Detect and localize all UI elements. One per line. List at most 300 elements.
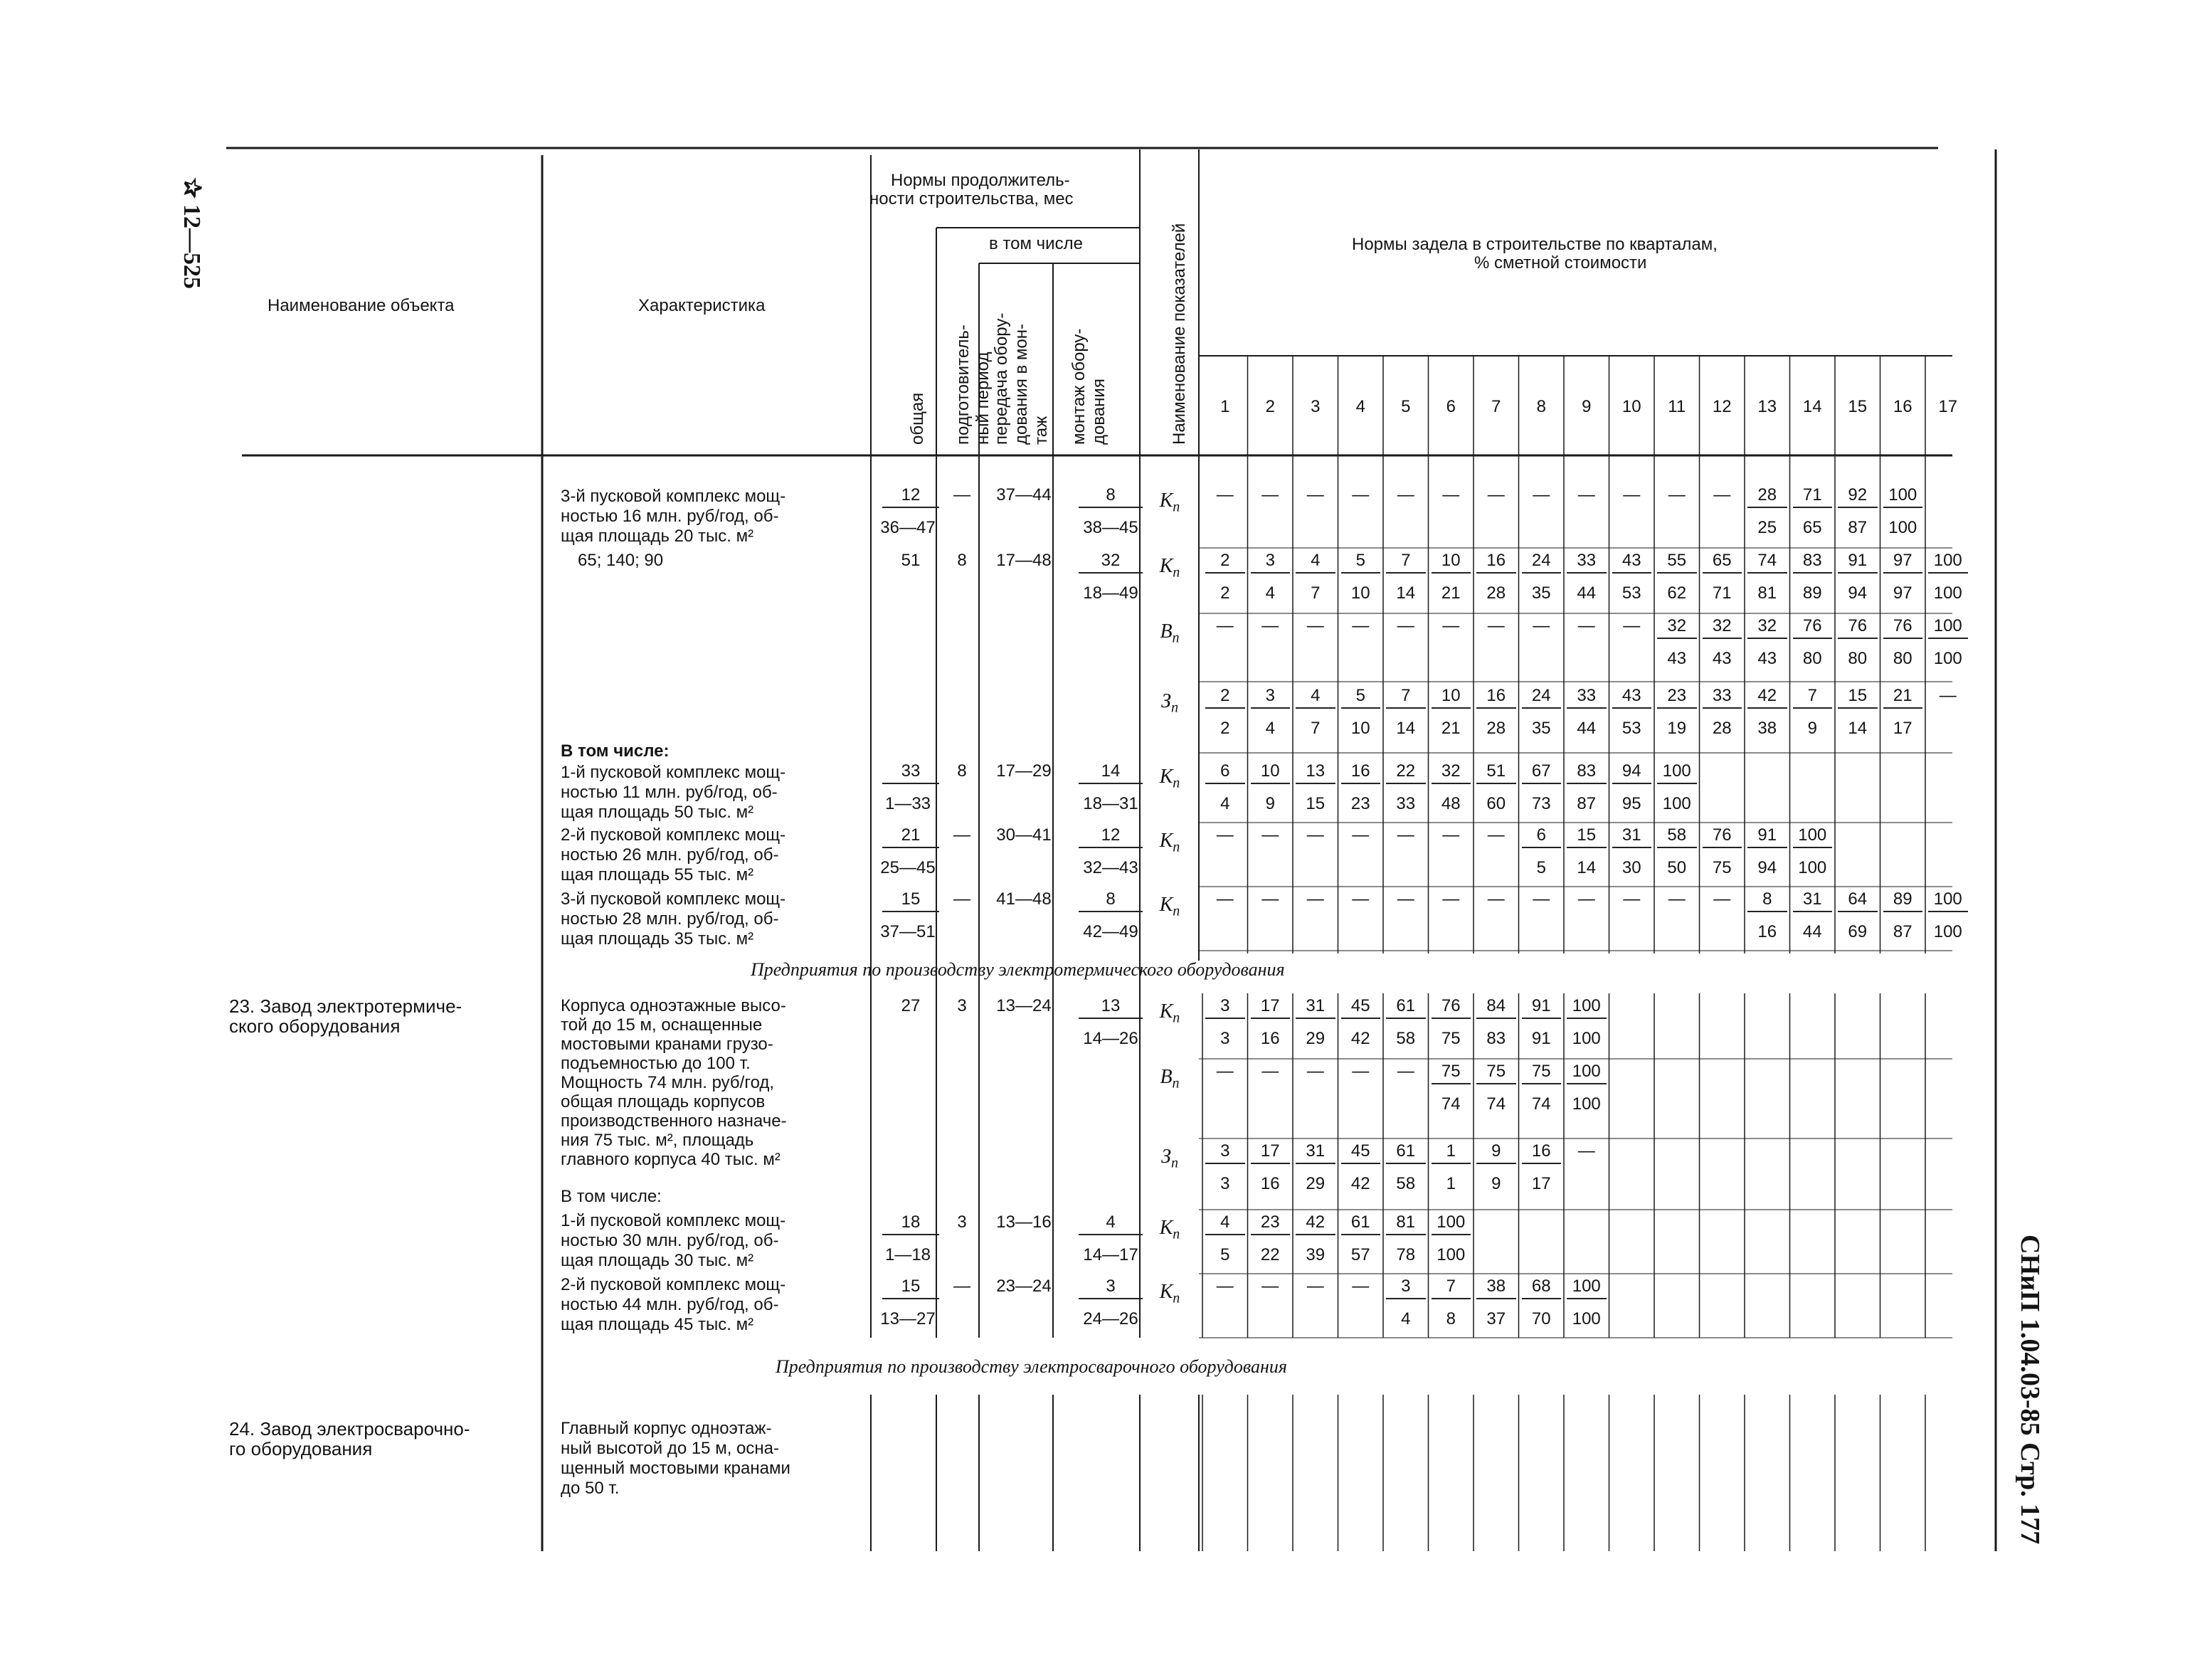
- b1-sub1-transfer: 17—29: [996, 761, 1052, 781]
- cell-r4-a-q6: 10: [1432, 687, 1471, 709]
- cell-r5-b-q9: 87: [1577, 794, 1597, 813]
- cell-r4-a-q9: 33: [1567, 687, 1607, 709]
- cell-r3-b-q11: 43: [1667, 649, 1687, 668]
- b1-c3-install-a: 8: [1079, 487, 1143, 508]
- header-characteristic: Характеристика: [638, 296, 766, 315]
- cell-r4-a-q7: 16: [1476, 687, 1516, 709]
- cell-r1-a-q4: —: [1352, 485, 1370, 504]
- cell-r6-a-q1: —: [1216, 825, 1234, 845]
- cell-t5-a-q8: 68: [1522, 1278, 1562, 1299]
- cell-r4-b-q14: 9: [1807, 719, 1817, 738]
- b2-prep: 3: [957, 996, 967, 1015]
- cell-r4-b-q12: 28: [1712, 719, 1732, 738]
- cell-r5-b-q5: 33: [1396, 794, 1416, 813]
- cell-r3-a-q15: 76: [1838, 618, 1878, 639]
- cell-r2-b-q6: 21: [1441, 583, 1461, 603]
- b1-sub2-text: 2-й пусковой комплекс мощ- ностью 26 млн. руб/год, об- щая площадь 55 тыс. м²: [561, 825, 786, 884]
- b1-overall-install-b: 18—49: [1083, 583, 1138, 603]
- cell-r4-a-q14: 7: [1793, 687, 1833, 709]
- cell-t1-b-q8: 91: [1531, 1029, 1551, 1048]
- b2-sub1-install-b: 14—17: [1083, 1245, 1138, 1264]
- cell-r7-b-q15: 69: [1848, 922, 1868, 941]
- b2-text: Корпуса одноэтажные высо- той до 15 м, оснащенные мостовыми кранами грузо- подъемностью до 100 т. Мощность 74 млн. руб/год, общая площадь корпусов производственного назначе- ния 75 тыс. м², площадь главного корпуса 40 тыс. м²: [561, 996, 787, 1169]
- b1-sub3-prep: —: [953, 889, 970, 909]
- b1-c3-prep: —: [953, 485, 970, 504]
- cell-t1-a-q8: 91: [1522, 998, 1562, 1019]
- cell-t2-a-q5: —: [1397, 1062, 1414, 1081]
- cell-r3-a-q5: —: [1397, 616, 1414, 635]
- cell-r2-a-q13: 74: [1747, 552, 1787, 574]
- cell-r5-a-q6: 32: [1432, 763, 1471, 784]
- indicator-r3: $В_п$: [1160, 620, 1180, 646]
- cell-r1-a-q9: —: [1577, 485, 1595, 504]
- header-indicator-name: Наименование показателей: [1170, 223, 1189, 445]
- cell-r4-a-q8: 24: [1522, 687, 1562, 709]
- cell-r4-b-q11: 19: [1667, 719, 1687, 738]
- b1-sub1-text: 1-й пусковой комплекс мощ- ностью 11 млн. руб/год, об- щая площадь 50 тыс. м²: [561, 763, 786, 822]
- cell-t3-a-q5: 61: [1386, 1143, 1426, 1164]
- cell-r3-b-q12: 43: [1712, 649, 1732, 668]
- indicator-t5: $К_п$: [1159, 1281, 1180, 1306]
- cell-t5-b-q5: 4: [1401, 1309, 1411, 1328]
- cell-t2-a-q9: 100: [1567, 1063, 1607, 1084]
- cell-r3-a-q11: 32: [1657, 618, 1697, 639]
- b2-sub2-prep: —: [953, 1277, 970, 1296]
- b1-sub1-install-a: 14: [1079, 763, 1143, 784]
- b1-including-label: В том числе:: [561, 741, 670, 761]
- cell-t2-b-q8: 74: [1531, 1094, 1551, 1114]
- cell-r7-a-q6: —: [1442, 889, 1460, 909]
- cell-r5-b-q6: 48: [1441, 794, 1461, 813]
- cell-r2-b-q1: 2: [1220, 583, 1230, 603]
- cell-r5-a-q5: 22: [1386, 763, 1426, 784]
- cell-t3-a-q7: 9: [1476, 1143, 1516, 1164]
- cell-r1-a-q6: —: [1442, 485, 1460, 504]
- b2-total: 27: [901, 996, 921, 1015]
- cell-t1-b-q7: 83: [1486, 1029, 1506, 1048]
- cell-t1-b-q5: 58: [1396, 1029, 1416, 1048]
- cell-r5-a-q2: 10: [1251, 763, 1291, 784]
- cell-r5-a-q4: 16: [1341, 763, 1381, 784]
- cell-t1-a-q4: 45: [1341, 998, 1381, 1019]
- cell-r3-a-q14: 76: [1793, 618, 1833, 639]
- cell-t4-b-q5: 78: [1396, 1245, 1416, 1264]
- cell-t1-b-q9: 100: [1572, 1029, 1601, 1048]
- cell-r2-a-q15: 91: [1838, 552, 1878, 574]
- cell-r4-b-q9: 44: [1577, 719, 1597, 738]
- cell-r2-a-q1: 2: [1205, 552, 1245, 574]
- cell-r2-b-q3: 7: [1311, 583, 1321, 603]
- cell-r6-b-q14: 100: [1798, 858, 1827, 877]
- cell-r6-a-q4: —: [1352, 825, 1370, 845]
- cell-t5-b-q8: 70: [1531, 1309, 1551, 1328]
- b2-object: 23. Завод электротермиче- ского оборудования: [229, 995, 462, 1037]
- cell-t1-a-q2: 17: [1251, 998, 1291, 1019]
- cell-r5-a-q7: 51: [1476, 763, 1516, 784]
- cell-t4-b-q2: 22: [1260, 1245, 1280, 1264]
- cell-r2-b-q11: 62: [1667, 583, 1687, 603]
- cell-r3-b-q16: 80: [1893, 649, 1912, 668]
- cell-r7-a-q3: —: [1306, 889, 1324, 909]
- cell-t3-b-q6: 1: [1446, 1174, 1456, 1193]
- quarter-header-16: 16: [1893, 397, 1912, 416]
- cell-t5-a-q1: —: [1216, 1277, 1234, 1296]
- cell-t4-a-q3: 42: [1296, 1214, 1335, 1235]
- cell-r1-a-q5: —: [1397, 485, 1414, 504]
- cell-r7-a-q10: —: [1623, 889, 1641, 909]
- cell-t2-a-q7: 75: [1476, 1063, 1516, 1084]
- header-duration-norms-1: Нормы продолжитель-: [891, 171, 1070, 190]
- cell-r4-a-q3: 4: [1296, 687, 1335, 709]
- cell-t4-b-q4: 57: [1350, 1245, 1370, 1264]
- quarter-header-1: 1: [1220, 397, 1230, 416]
- quarter-header-11: 11: [1668, 397, 1686, 416]
- cell-r3-b-q15: 80: [1848, 649, 1868, 668]
- cell-t1-a-q5: 61: [1386, 998, 1426, 1019]
- b1-sub2-prep: —: [953, 825, 970, 845]
- cell-r7-a-q1: —: [1216, 889, 1234, 909]
- cell-r4-a-q10: 43: [1612, 687, 1652, 709]
- quarter-header-10: 10: [1621, 397, 1641, 416]
- cell-r7-a-q2: —: [1261, 889, 1279, 909]
- cell-r4-b-q7: 28: [1486, 719, 1506, 738]
- cell-r5-b-q7: 60: [1486, 794, 1506, 813]
- b1-sub3-install-a: 8: [1079, 891, 1143, 912]
- cell-r4-a-q11: 23: [1657, 687, 1697, 709]
- quarter-header-14: 14: [1802, 397, 1822, 416]
- quarter-header-3: 3: [1311, 397, 1321, 416]
- b1-sub2-total-b: 25—45: [880, 858, 936, 877]
- cell-r6-b-q10: 30: [1621, 858, 1641, 877]
- cell-t3-a-q1: 3: [1205, 1143, 1245, 1164]
- cell-r1-a-q16: 100: [1883, 487, 1923, 508]
- cell-t2-b-q7: 74: [1486, 1094, 1506, 1114]
- cell-r6-b-q9: 14: [1577, 858, 1597, 877]
- cell-r4-a-q12: 33: [1703, 687, 1742, 709]
- quarter-header-12: 12: [1712, 397, 1732, 416]
- b2-sub1-install-a: 4: [1079, 1214, 1143, 1235]
- b2-including-label: В том числе:: [561, 1187, 662, 1206]
- b2-sub2-total-a: 15: [882, 1278, 939, 1299]
- cell-r1-b-q16: 100: [1888, 518, 1917, 537]
- cell-r4-b-q16: 17: [1893, 719, 1912, 738]
- cell-r2-a-q8: 24: [1522, 552, 1562, 574]
- cell-t3-a-q8: 16: [1522, 1143, 1562, 1164]
- cell-t3-a-q4: 45: [1341, 1143, 1381, 1164]
- b1-sub3-text: 3-й пусковой комплекс мощ- ностью 28 млн. руб/год, об- щая площадь 35 тыс. м²: [561, 889, 786, 949]
- cell-r5-b-q1: 4: [1220, 794, 1230, 813]
- cell-r3-a-q10: —: [1623, 616, 1641, 635]
- quarter-header-9: 9: [1582, 397, 1592, 416]
- b2-sub2-text: 2-й пусковой комплекс мощ- ностью 44 млн. руб/год, об- щая площадь 45 тыс. м²: [561, 1275, 786, 1334]
- cell-t1-a-q1: 3: [1205, 998, 1245, 1019]
- cell-t1-b-q1: 3: [1220, 1029, 1230, 1048]
- b2-install-b: 14—26: [1083, 1029, 1138, 1048]
- cell-r2-b-q14: 89: [1802, 583, 1822, 603]
- cell-r1-a-q7: —: [1487, 485, 1505, 504]
- cell-r2-b-q15: 94: [1848, 583, 1868, 603]
- cell-r4-a-q4: 5: [1341, 687, 1381, 709]
- b1-c3-total-a: 12: [882, 487, 939, 508]
- cell-t1-a-q7: 84: [1476, 998, 1516, 1019]
- cell-t1-a-q3: 31: [1296, 998, 1335, 1019]
- b1-c3-transfer: 37—44: [996, 485, 1052, 504]
- cell-r3-a-q3: —: [1306, 616, 1324, 635]
- cell-r6-a-q8: 6: [1522, 827, 1562, 848]
- cell-t3-a-q2: 17: [1251, 1143, 1291, 1164]
- quarter-header-2: 2: [1265, 397, 1275, 416]
- cell-r6-a-q3: —: [1306, 825, 1324, 845]
- cell-r2-b-q8: 35: [1531, 583, 1551, 603]
- cell-t2-a-q2: —: [1261, 1062, 1279, 1081]
- quarter-header-6: 6: [1446, 397, 1456, 416]
- page-footer-rotated: СНиП 1.04.03-85 Стр. 177: [2015, 1235, 2045, 1545]
- cell-r5-a-q3: 13: [1296, 763, 1335, 784]
- cell-r4-a-q1: 2: [1205, 687, 1245, 709]
- cell-t3-b-q2: 16: [1260, 1174, 1280, 1193]
- quarter-header-13: 13: [1757, 397, 1777, 416]
- b1-overall-prep: 8: [957, 551, 967, 570]
- cell-r3-a-q17: 100: [1928, 618, 1968, 639]
- cell-r5-b-q10: 95: [1621, 794, 1641, 813]
- cell-t4-a-q6: 100: [1432, 1214, 1471, 1235]
- cell-r3-a-q7: —: [1487, 616, 1505, 635]
- cell-r7-a-q4: —: [1352, 889, 1370, 909]
- b2-sub1-text: 1-й пусковой комплекс мощ- ностью 30 млн. руб/год, об- щая площадь 30 тыс. м²: [561, 1211, 786, 1270]
- cell-r4-b-q4: 10: [1350, 719, 1370, 738]
- b1-sub3-install-b: 42—49: [1083, 922, 1138, 941]
- b1-overall-install-a: 32: [1079, 552, 1143, 574]
- quarter-header-7: 7: [1491, 397, 1501, 416]
- b1-sub2-total-a: 21: [882, 827, 939, 848]
- b1-sub2-install-b: 32—43: [1083, 858, 1138, 877]
- indicator-t3: $З_п$: [1161, 1146, 1178, 1171]
- cell-t3-b-q7: 9: [1491, 1174, 1501, 1193]
- cell-r2-b-q9: 44: [1577, 583, 1597, 603]
- cell-t5-a-q7: 38: [1476, 1278, 1516, 1299]
- cell-r2-a-q11: 55: [1657, 552, 1697, 574]
- cell-r2-a-q5: 7: [1386, 552, 1426, 574]
- cell-t3-b-q5: 58: [1396, 1174, 1416, 1193]
- cell-t3-b-q3: 29: [1306, 1174, 1326, 1193]
- cell-r4-b-q5: 14: [1396, 719, 1416, 738]
- cell-r7-a-q16: 89: [1883, 891, 1923, 912]
- cell-r7-a-q9: —: [1577, 889, 1595, 909]
- cell-r1-a-q1: —: [1216, 485, 1234, 504]
- quarter-header-17: 17: [1938, 397, 1958, 416]
- cell-r1-a-q10: —: [1623, 485, 1641, 504]
- cell-r3-a-q4: —: [1352, 616, 1370, 635]
- cell-r1-a-q8: —: [1533, 485, 1550, 504]
- cell-t2-b-q6: 74: [1441, 1094, 1461, 1114]
- cell-r4-a-q16: 21: [1883, 687, 1923, 709]
- cell-r1-a-q15: 92: [1838, 487, 1878, 508]
- b1-overall-total: 51: [901, 551, 921, 570]
- cell-r3-a-q13: 32: [1747, 618, 1787, 639]
- quarter-header-8: 8: [1536, 397, 1546, 416]
- cell-t5-a-q4: —: [1352, 1277, 1370, 1296]
- cell-r5-a-q11: 100: [1657, 763, 1697, 784]
- b2-sub2-install-b: 24—26: [1083, 1309, 1138, 1328]
- indicator-t2: $В_п$: [1160, 1066, 1180, 1092]
- cell-r7-a-q11: —: [1668, 889, 1686, 909]
- cell-r4-b-q15: 14: [1848, 719, 1868, 738]
- cell-r7-a-q17: 100: [1928, 891, 1968, 912]
- b1-sub1-total-b: 1—33: [884, 794, 931, 813]
- cell-r6-b-q13: 94: [1757, 858, 1777, 877]
- cell-t5-b-q6: 8: [1446, 1309, 1456, 1328]
- header-equipment-transfer: передача обору- дования в мон- таж: [992, 312, 1051, 445]
- indicator-t1: $К_п$: [1159, 1000, 1180, 1026]
- b2-transfer: 13—24: [996, 996, 1052, 1015]
- header-object-name: Наименование объекта: [268, 296, 455, 315]
- cell-r3-a-q9: —: [1577, 616, 1595, 635]
- cell-r2-b-q2: 4: [1265, 583, 1275, 603]
- cell-r5-a-q10: 94: [1612, 763, 1652, 784]
- cell-r4-a-q15: 15: [1838, 687, 1878, 709]
- cell-t2-b-q9: 100: [1572, 1094, 1601, 1114]
- indicator-r2: $К_п$: [1159, 555, 1180, 581]
- cell-r4-a-q5: 7: [1386, 687, 1426, 709]
- cell-r2-a-q6: 10: [1432, 552, 1471, 574]
- cell-t4-a-q2: 23: [1251, 1214, 1291, 1235]
- cell-t1-b-q2: 16: [1260, 1029, 1280, 1048]
- cell-t5-a-q3: —: [1306, 1277, 1324, 1296]
- cell-r1-a-q13: 28: [1747, 487, 1787, 508]
- b2-sub1-prep: 3: [957, 1213, 967, 1232]
- cell-r6-a-q2: —: [1261, 825, 1279, 845]
- cell-r2-a-q10: 43: [1612, 552, 1652, 574]
- cell-r7-a-q5: —: [1397, 889, 1414, 909]
- cell-r3-b-q17: 100: [1933, 649, 1962, 668]
- cell-r2-b-q5: 14: [1396, 583, 1416, 603]
- cell-t2-a-q4: —: [1352, 1062, 1370, 1081]
- cell-r6-b-q11: 50: [1667, 858, 1687, 877]
- header-duration-norms-2: ности строительства, мес: [869, 189, 1074, 208]
- cell-r1-a-q12: —: [1713, 485, 1731, 504]
- cell-r1-b-q15: 87: [1848, 518, 1868, 537]
- cell-r4-b-q6: 21: [1441, 719, 1461, 738]
- cell-r7-b-q16: 87: [1893, 922, 1912, 941]
- cell-r7-b-q14: 44: [1802, 922, 1822, 941]
- cell-t5-b-q7: 37: [1486, 1309, 1506, 1328]
- b1-sub2-install-a: 12: [1079, 827, 1143, 848]
- cell-r2-a-q17: 100: [1928, 552, 1968, 574]
- cell-r1-a-q2: —: [1261, 485, 1279, 504]
- b3-text: Главный корпус одноэтаж- ный высотой до 15 м, осна- щенный мостовыми кранами до 50 т.: [561, 1419, 790, 1498]
- cell-r7-a-q14: 31: [1793, 891, 1833, 912]
- cell-t1-a-q6: 76: [1432, 998, 1471, 1019]
- indicator-r4: $З_п$: [1161, 690, 1178, 716]
- header-total: общая: [908, 392, 927, 445]
- cell-r5-b-q2: 9: [1265, 794, 1275, 813]
- b1-sub1-prep: 8: [957, 761, 967, 781]
- cell-r2-a-q12: 65: [1703, 552, 1742, 574]
- cell-t1-b-q3: 29: [1306, 1029, 1326, 1048]
- cell-t2-a-q3: —: [1306, 1062, 1324, 1081]
- cell-r7-a-q12: —: [1713, 889, 1731, 909]
- b2-sub1-total-a: 18: [882, 1214, 939, 1235]
- cell-r5-b-q3: 15: [1306, 794, 1326, 813]
- cell-r6-a-q9: 15: [1567, 827, 1607, 848]
- quarter-header-4: 4: [1355, 397, 1365, 416]
- cell-r2-b-q7: 28: [1486, 583, 1506, 603]
- cell-r3-a-q8: —: [1533, 616, 1550, 635]
- b1-sub3-transfer: 41—48: [996, 889, 1052, 909]
- cell-r4-a-q17: —: [1939, 686, 1957, 705]
- cell-r3-b-q13: 43: [1757, 649, 1777, 668]
- cell-r6-a-q6: —: [1442, 825, 1460, 845]
- b2-install-a: 13: [1079, 998, 1143, 1019]
- cell-r6-a-q14: 100: [1793, 827, 1833, 848]
- cell-r2-b-q16: 97: [1893, 583, 1912, 603]
- indicator-r5: $К_п$: [1159, 766, 1180, 791]
- quarter-header-5: 5: [1401, 397, 1411, 416]
- cell-r2-a-q9: 33: [1567, 552, 1607, 574]
- b2-sub1-transfer: 13—16: [996, 1213, 1052, 1232]
- cell-r3-a-q12: 32: [1703, 618, 1742, 639]
- cell-t4-b-q6: 100: [1437, 1245, 1466, 1264]
- cell-r7-a-q8: —: [1533, 889, 1550, 909]
- cell-t3-a-q9: —: [1577, 1141, 1595, 1161]
- cell-r4-b-q13: 38: [1757, 719, 1777, 738]
- cell-t3-b-q8: 17: [1531, 1174, 1551, 1193]
- cell-r4-b-q10: 53: [1621, 719, 1641, 738]
- cell-t5-a-q9: 100: [1567, 1278, 1607, 1299]
- cell-r6-b-q12: 75: [1712, 858, 1732, 877]
- cell-r1-b-q13: 25: [1757, 518, 1777, 537]
- b1-sub1-install-b: 18—31: [1083, 794, 1138, 813]
- header-including: в том числе: [989, 234, 1083, 253]
- cell-r5-b-q11: 100: [1662, 794, 1691, 813]
- cell-t1-b-q6: 75: [1441, 1029, 1461, 1048]
- b1-sub3-total-a: 15: [882, 891, 939, 912]
- cell-r7-a-q13: 8: [1747, 891, 1787, 912]
- b2-sub2-transfer: 23—24: [996, 1277, 1052, 1296]
- indicator-t4: $К_п$: [1159, 1217, 1180, 1242]
- cell-r3-a-q16: 76: [1883, 618, 1923, 639]
- header-equipment-install: монтаж обору- дования: [1069, 328, 1109, 445]
- cell-t5-a-q2: —: [1261, 1277, 1279, 1296]
- cell-r4-b-q1: 2: [1220, 719, 1230, 738]
- cell-t5-b-q9: 100: [1572, 1309, 1601, 1328]
- cell-t4-a-q1: 4: [1205, 1214, 1245, 1235]
- b1-overall-values: 65; 140; 90: [578, 551, 664, 570]
- cell-t1-a-q9: 100: [1567, 998, 1607, 1019]
- cell-r4-b-q8: 35: [1531, 719, 1551, 738]
- cell-r3-a-q2: —: [1261, 616, 1279, 635]
- cell-r4-a-q13: 42: [1747, 687, 1787, 709]
- quarter-header-15: 15: [1848, 397, 1868, 416]
- cell-r6-a-q5: —: [1397, 825, 1414, 845]
- cell-t2-a-q8: 75: [1522, 1063, 1562, 1084]
- cell-t3-a-q6: 1: [1432, 1143, 1471, 1164]
- b1-overall-transfer: 17—48: [996, 551, 1052, 570]
- indicator-r6: $К_п$: [1159, 830, 1180, 855]
- section-welding-title: Предприятия по производству электросварочного оборудования: [776, 1356, 1287, 1377]
- b1-sub3-total-b: 37—51: [880, 922, 936, 941]
- cell-r1-a-q14: 71: [1793, 487, 1833, 508]
- header-backlog-norms-2: % сметной стоимости: [1474, 253, 1647, 273]
- header-preparatory: подготовитель- ный период: [953, 324, 993, 445]
- cell-r6-a-q7: —: [1487, 825, 1505, 845]
- b1-sub2-transfer: 30—41: [996, 825, 1052, 845]
- cell-r6-a-q10: 31: [1612, 827, 1652, 848]
- b2-sub1-total-b: 1—18: [884, 1245, 931, 1264]
- cell-t3-a-q3: 31: [1296, 1143, 1335, 1164]
- page-code-rotated: ✰ 12—525: [179, 178, 205, 289]
- cell-r6-a-q13: 91: [1747, 827, 1787, 848]
